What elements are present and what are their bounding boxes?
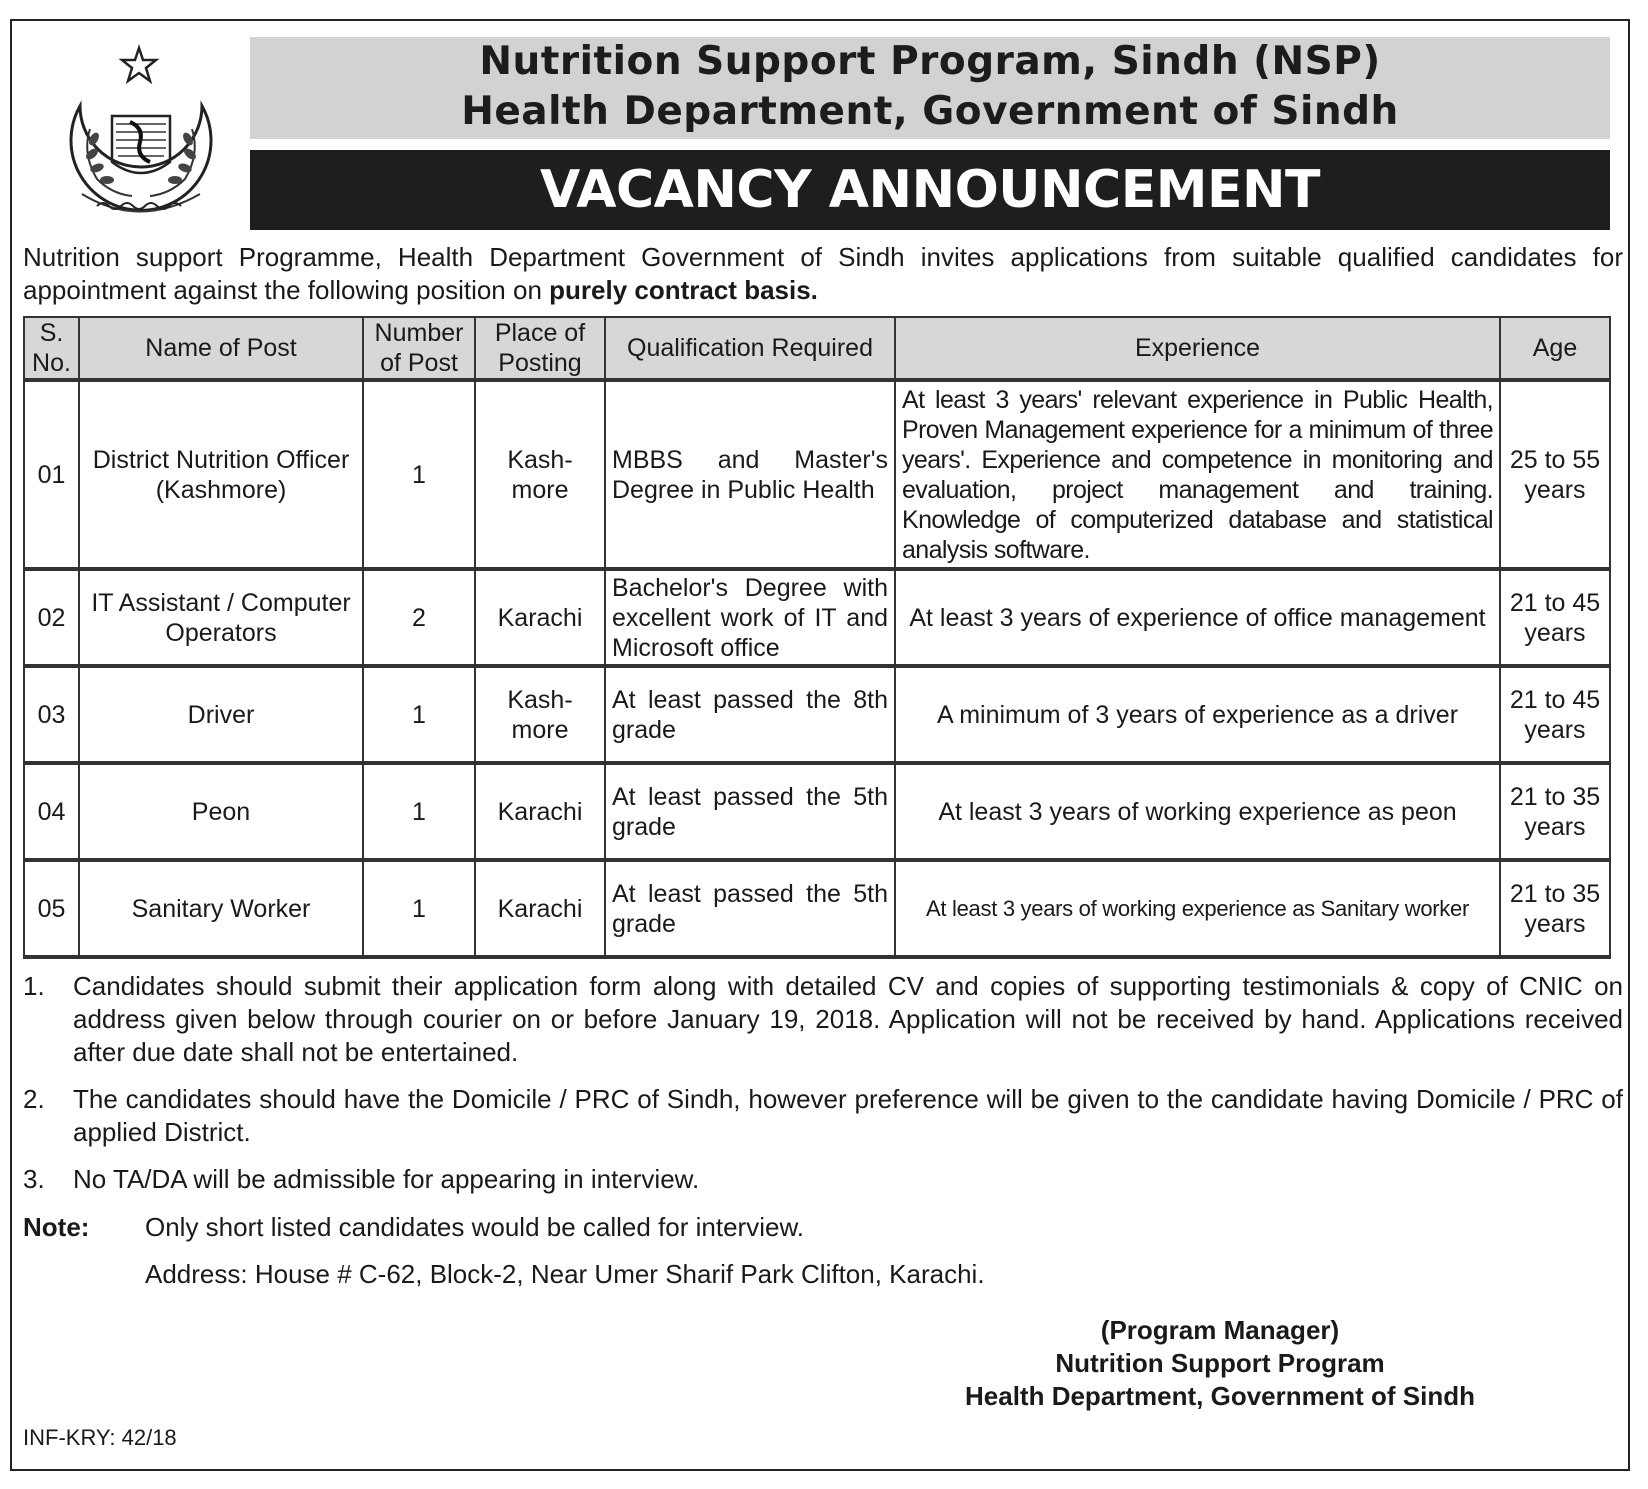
cell-sno: 02 [23, 571, 80, 668]
list-item-number: 2. [23, 1084, 45, 1114]
instructions-list [23, 970, 1623, 1210]
signature-block [900, 1314, 1540, 1413]
column-header-qualification: Qualification Required [606, 316, 896, 382]
cell-number: 1 [364, 765, 476, 862]
cell-age: 21 to 45 years [1501, 571, 1611, 668]
cell-experience: At least 3 years of experience of office management [896, 571, 1501, 668]
program-title-box [250, 37, 1610, 139]
table-row [23, 862, 1611, 959]
intro-bold-text: purely contract basis. [549, 275, 818, 305]
cell-qualification: At least passed the 8th grade [606, 668, 896, 765]
cell-place: Karachi [476, 765, 606, 862]
cell-place: Karachi [476, 862, 606, 959]
signature-department: Health Department, Government of Sindh [965, 1381, 1475, 1411]
cell-qualification: Bachelor's Degree with excellent work of IT and Microsoft office [606, 571, 896, 668]
department-title: Health Department, Government of Sindh [461, 89, 1399, 134]
cell-sno: 01 [23, 382, 80, 571]
table-row [23, 571, 1611, 668]
column-header-place: Place of Posting [476, 316, 606, 382]
signature-title: (Program Manager) [1100, 1315, 1340, 1345]
note-label: Note: [23, 1212, 90, 1242]
cell-qualification: At least passed the 5th grade [606, 765, 896, 862]
column-header-number: Number of Post [364, 316, 476, 382]
reference-number: INF-KRY: 42/18 [23, 1425, 177, 1450]
list-item-text: No TA/DA will be admissible for appearing in interview. [73, 1164, 700, 1194]
program-title: Nutrition Support Program, Sindh (NSP) [479, 39, 1381, 84]
vacancy-banner: VACANCY ANNOUNCEMENT [250, 150, 1610, 230]
cell-age: 21 to 35 years [1501, 862, 1611, 959]
list-item-text: The candidates should have the Domicile / PRC of Sindh, however preference will be given to the candidate having Domicile / PRC of applied District. [73, 1084, 1623, 1147]
intro-text: Nutrition support Programme, Health Department Government of Sindh invites applications from suitable qualified candidates for appointment against the following position on [23, 242, 1623, 305]
government-of-sindh-emblem-icon [52, 44, 227, 229]
cell-post: Driver [80, 668, 364, 765]
cell-post: IT Assistant / Computer Operators [80, 571, 364, 668]
cell-sno: 05 [23, 862, 80, 959]
list-item-number: 1. [23, 971, 45, 1001]
cell-number: 1 [364, 668, 476, 765]
intro-paragraph [23, 241, 1623, 307]
table-row [23, 382, 1611, 571]
note-text: Only short listed candidates would be called for interview. [145, 1212, 805, 1242]
signature-program: Nutrition Support Program [1055, 1348, 1385, 1378]
cell-number: 1 [364, 382, 476, 571]
column-header-age: Age [1501, 316, 1611, 382]
table-header-row [23, 316, 1611, 382]
cell-sno: 03 [23, 668, 80, 765]
cell-qualification: MBBS and Master's Degree in Public Health [606, 382, 896, 571]
cell-experience: At least 3 years of working experience as peon [896, 765, 1501, 862]
cell-experience: A minimum of 3 years of experience as a driver [896, 668, 1501, 765]
cell-post: Peon [80, 765, 364, 862]
cell-place: Karachi [476, 571, 606, 668]
cell-post: Sanitary Worker [80, 862, 364, 959]
vacancy-table [23, 316, 1611, 959]
cell-age: 25 to 55 years [1501, 382, 1611, 571]
list-item [23, 970, 1623, 1069]
table-row [23, 765, 1611, 862]
cell-post: District Nutrition Officer (Kashmore) [80, 382, 364, 571]
list-item-number: 3. [23, 1164, 45, 1194]
cell-experience: At least 3 years of working experience as Sanitary worker [896, 862, 1501, 959]
cell-place: Kash- more [476, 668, 606, 765]
list-item [23, 1163, 1623, 1196]
cell-number: 2 [364, 571, 476, 668]
cell-sno: 04 [23, 765, 80, 862]
cell-age: 21 to 45 years [1501, 668, 1611, 765]
list-item-text: Candidates should submit their application form along with detailed CV and copies of supporting testimonials & copy of CNIC on address given below through courier on or before January 19, 2018. Application will not be received by hand. Applications received after due date shall not be entertained. [73, 971, 1623, 1067]
cell-age: 21 to 35 years [1501, 765, 1611, 862]
cell-place: Kash- more [476, 382, 606, 571]
cell-experience: At least 3 years' relevant experience in Public Health, Proven Management experience for a minimum of three years'. Experience and competence in monitoring and evaluation, project management and training. Knowledge of computerized database and statistical analysis software. [896, 382, 1501, 571]
address-line: Address: House # C-62, Block-2, Near Umer Sharif Park Clifton, Karachi. [145, 1259, 985, 1289]
column-header-sno: S. No. [23, 316, 80, 382]
column-header-experience: Experience [896, 316, 1501, 382]
column-header-post: Name of Post [80, 316, 364, 382]
list-item [23, 1083, 1623, 1149]
cell-number: 1 [364, 862, 476, 959]
cell-qualification: At least passed the 5th grade [606, 862, 896, 959]
table-row [23, 668, 1611, 765]
